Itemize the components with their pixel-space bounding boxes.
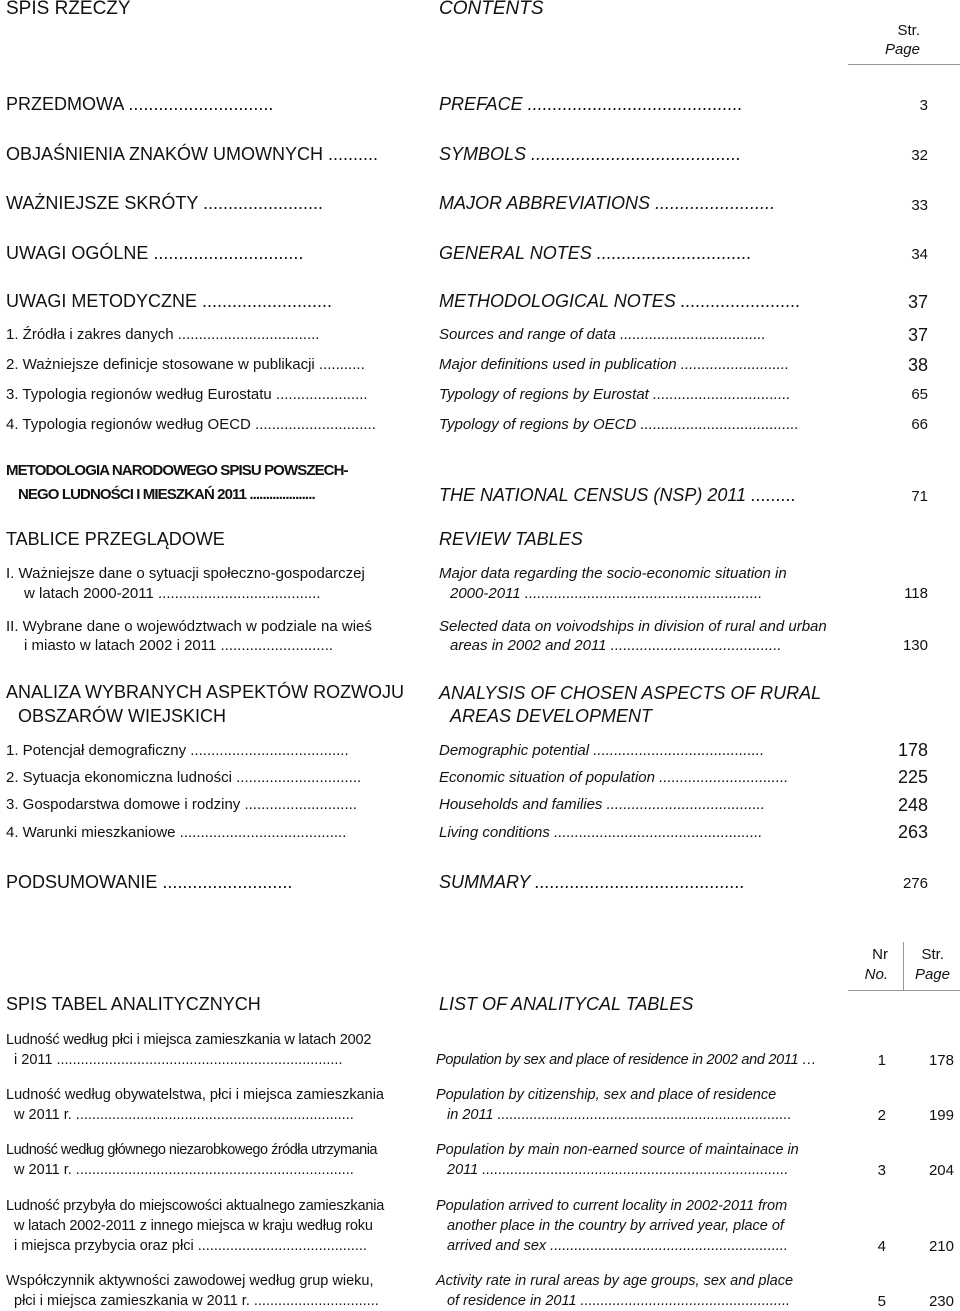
entry-r2-pl-line1[interactable]: II. Wybrane dane o województwach w podziale na wieś (6, 618, 372, 635)
table-row-3-en-line1[interactable]: Population by main non-earned source of maintainace in (436, 1142, 799, 1158)
table-row-5-pl-line2[interactable]: płci i miejsca zamieszkania w 2011 r. ............................... (14, 1293, 379, 1309)
tables-title-pl: SPIS TABEL ANALITYCZNYCH (6, 994, 261, 1014)
entry-summary-page: 276 (902, 875, 928, 892)
entry-method-pl[interactable]: UWAGI METODYCZNE .......................... (6, 291, 333, 311)
section-analysis-pl-line2: OBSZARÓW WIEJSKICH (18, 706, 227, 726)
table-row-4-en-line1[interactable]: Population arrived to current locality in 2002-2011 from (436, 1198, 788, 1214)
table-row-3-pl-line1[interactable]: Ludność według głównego niezarobkowego źródła utrzymania (6, 1142, 377, 1158)
nr-label-en: No. (864, 966, 888, 983)
table-row-1-nr: 1 (877, 1052, 886, 1069)
entry-general-page: 34 (911, 246, 928, 263)
entry-summary-pl[interactable]: PODSUMOWANIE .......................... (6, 872, 293, 892)
table-row-4-pl-line3[interactable]: i miejsca przybycia oraz płci .......................................... (14, 1238, 367, 1254)
entry-r1-pl-line2[interactable]: w latach 2000-2011 ....................................... (24, 585, 321, 602)
table-row-3-nr: 3 (877, 1162, 886, 1179)
entry-general-pl[interactable]: UWAGI OGÓLNE .............................. (6, 243, 304, 263)
table-row-3-page: 204 (928, 1162, 954, 1179)
entry-r2-pl-line2[interactable]: i miasto w latach 2002 i 2011 ........................... (24, 637, 334, 654)
table-row-1-pl-line2[interactable]: i 2011 ....................................................................... (14, 1052, 343, 1068)
entry-m3-pl[interactable]: 3. Typologia regionów według Eurostatu ...................... (6, 386, 368, 403)
tables-header-rule (848, 990, 960, 991)
entry-a3-en[interactable]: Households and families ...................................... (439, 796, 765, 813)
str-label-en: Page (914, 966, 950, 983)
entry-m4-en[interactable]: Typology of regions by OECD ...................................... (439, 416, 799, 433)
table-row-2-pl-line1[interactable]: Ludność według obywatelstwa, płci i miejsca zamieszkania (6, 1087, 384, 1103)
table-row-4-pl-line2[interactable]: w latach 2002-2011 z innego miejsca w kraju według roku (14, 1218, 373, 1234)
entry-a2-page: 225 (897, 767, 928, 787)
entry-m2-en[interactable]: Major definitions used in publication .......................... (439, 356, 790, 373)
entry-m1-en[interactable]: Sources and range of data ................................... (439, 326, 766, 343)
entry-m1-pl[interactable]: 1. Źródła i zakres danych .................................. (6, 326, 320, 343)
entry-a2-en[interactable]: Economic situation of population ............................... (439, 769, 789, 786)
table-row-1-pl-line1[interactable]: Ludność według płci i miejsca zamieszkania w latach 2002 (6, 1032, 372, 1048)
table-row-5-pl-line1[interactable]: Współczynnik aktywności zawodowej według grup wieku, (6, 1273, 374, 1289)
entry-a1-en[interactable]: Demographic potential ......................................... (439, 742, 765, 759)
entry-a3-pl[interactable]: 3. Gospodarstwa domowe i rodziny ........................... (6, 796, 357, 813)
table-row-2-page: 199 (928, 1107, 954, 1124)
entry-m2-pl[interactable]: 2. Ważniejsze definicje stosowane w publikacji ........... (6, 356, 365, 373)
entry-preface-page: 3 (919, 97, 928, 114)
entry-r1-en-line2[interactable]: 2000-2011 ......................................................... (450, 585, 763, 602)
entry-r2-page: 130 (902, 637, 928, 654)
table-row-2-en-line1[interactable]: Population by citizenship, sex and place of residence (436, 1087, 777, 1103)
table-row-4-nr: 4 (877, 1238, 886, 1255)
entry-census-pl-line2[interactable]: NEGO LUDNOŚCI I MIESZKAŃ 2011 .................... (18, 486, 315, 503)
page-label-pl: Str. (897, 22, 920, 39)
entry-m2-page: 38 (907, 355, 928, 375)
table-row-5-nr: 5 (877, 1293, 886, 1310)
table-row-1-en-line2[interactable]: Population by sex and place of residence in 2002 and 2011 … (436, 1052, 817, 1068)
toc-title-pl: SPIS RZECZY (6, 0, 131, 19)
entry-a2-pl[interactable]: 2. Sytuacja ekonomiczna ludności .............................. (6, 769, 362, 786)
section-review-pl: TABLICE PRZEGLĄDOWE (6, 529, 225, 549)
entry-m4-page: 66 (911, 416, 928, 433)
entry-r1-pl-line1[interactable]: I. Ważniejsze dane o sytuacji społeczno-gospodarczej (6, 565, 365, 582)
table-row-2-en-line2[interactable]: in 2011 ......................................................................... (447, 1107, 792, 1123)
entry-m3-page: 65 (911, 386, 928, 403)
entry-r1-en-line1[interactable]: Major data regarding the socio-economic situation in (439, 565, 787, 582)
entry-method-page: 37 (907, 292, 928, 312)
entry-general-en[interactable]: GENERAL NOTES ............................... (439, 243, 752, 263)
entry-r2-en-line1[interactable]: Selected data on voivodships in division of rural and urban (439, 618, 827, 635)
table-row-1-page: 178 (928, 1052, 954, 1069)
entry-abbrev-pl[interactable]: WAŻNIEJSZE SKRÓTY ........................ (6, 193, 324, 213)
entry-census-pl-line1[interactable]: METODOLOGIA NARODOWEGO SPISU POWSZECH- (6, 462, 348, 479)
entry-a1-page: 178 (897, 740, 928, 760)
str-label-pl: Str. (921, 946, 944, 963)
table-row-2-nr: 2 (877, 1107, 886, 1124)
section-review-en: REVIEW TABLES (439, 529, 583, 549)
section-analysis-en-line2: AREAS DEVELOPMENT (450, 706, 653, 726)
entry-method-en[interactable]: METHODOLOGICAL NOTES ........................ (439, 291, 801, 311)
entry-census-page: 71 (911, 488, 928, 505)
nr-label-pl: Nr (872, 946, 888, 963)
page-label-en: Page (884, 41, 920, 58)
entry-a3-page: 248 (897, 795, 928, 815)
entry-a4-en[interactable]: Living conditions .................................................. (439, 824, 763, 841)
entry-abbrev-page: 33 (911, 197, 928, 214)
table-row-2-pl-line2[interactable]: w 2011 r. ..................................................................... (14, 1107, 354, 1123)
entry-r2-en-line2[interactable]: areas in 2002 and 2011 ......................................... (450, 637, 782, 654)
section-analysis-en-line1: ANALYSIS OF CHOSEN ASPECTS OF RURAL (439, 683, 822, 703)
table-row-4-en-line3[interactable]: arrived and sex ........................................................... (447, 1238, 788, 1254)
entry-preface-pl[interactable]: PRZEDMOWA ............................. (6, 94, 274, 114)
table-row-3-en-line2[interactable]: 2011 ............................................................................ (447, 1162, 789, 1178)
table-row-4-pl-line1[interactable]: Ludność przybyła do miejscowości aktualnego zamieszkania (6, 1198, 385, 1214)
entry-census-en[interactable]: THE NATIONAL CENSUS (NSP) 2011 ......... (439, 485, 797, 505)
entry-summary-en[interactable]: SUMMARY .......................................... (439, 872, 746, 892)
table-row-4-en-line2[interactable]: another place in the country by arrived year, place of (447, 1218, 784, 1234)
section-analysis-pl-line1: ANALIZA WYBRANYCH ASPEKTÓW ROZWOJU (6, 682, 405, 702)
entry-a4-pl[interactable]: 4. Warunki mieszkaniowe ........................................ (6, 824, 347, 841)
entry-symbols-page: 32 (911, 147, 928, 164)
entry-preface-en[interactable]: PREFACE ........................................... (439, 94, 743, 114)
table-row-3-pl-line2[interactable]: w 2011 r. ..................................................................... (14, 1162, 354, 1178)
entry-m1-page: 37 (907, 325, 928, 345)
entry-a1-pl[interactable]: 1. Potencjał demograficzny ...................................... (6, 742, 349, 759)
table-row-5-page: 230 (928, 1293, 954, 1310)
entry-symbols-pl[interactable]: OBJAŚNIENIA ZNAKÓW UMOWNYCH .......... (6, 144, 379, 164)
table-row-4-page: 210 (928, 1238, 954, 1255)
entry-a4-page: 263 (897, 822, 928, 842)
table-row-5-en-line1[interactable]: Activity rate in rural areas by age groups, sex and place (436, 1273, 794, 1289)
entry-m3-en[interactable]: Typology of regions by Eurostat ................................. (439, 386, 791, 403)
toc-title-en: CONTENTS (439, 0, 544, 19)
table-row-5-en-line2[interactable]: of residence in 2011 .................................................... (447, 1293, 791, 1309)
entry-symbols-en[interactable]: SYMBOLS .......................................... (439, 144, 742, 164)
tables-title-en: LIST OF ANALITYCAL TABLES (439, 994, 694, 1014)
entry-r1-page: 118 (904, 585, 928, 602)
entry-m4-pl[interactable]: 4. Typologia regionów według OECD ............................. (6, 416, 376, 433)
header-rule (848, 64, 960, 65)
entry-abbrev-en[interactable]: MAJOR ABBREVIATIONS ........................ (439, 193, 776, 213)
